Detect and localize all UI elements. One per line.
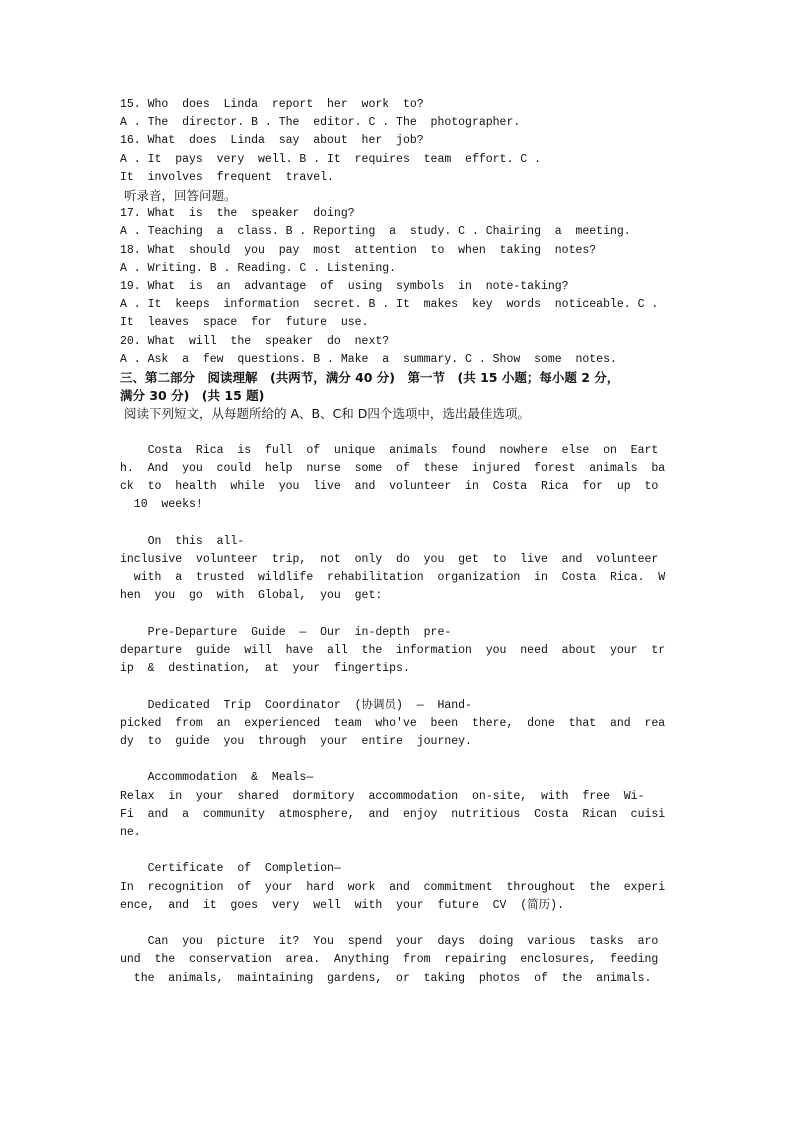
section-heading-cont: 满分 30 分) (共 15 题)	[120, 388, 265, 404]
passage-paragraph-picture	[120, 933, 676, 988]
paragraph-line: the animals, maintaining gardens, or taking photos of the animals.	[120, 971, 652, 985]
question-20: 20. What will the speaker do next?	[120, 334, 390, 348]
paragraph-line: Accommodation & Meals—	[120, 771, 314, 785]
paragraph-line: Relax in your shared dormitory accommodation on-site, with free Wi-	[120, 789, 645, 803]
paragraph-line: Fi and a community atmosphere, and enjoy nutritious Costa Rican cuisi	[120, 807, 666, 821]
paragraph-line: picked from an experienced team who've been there, done that and rea	[120, 716, 666, 730]
paragraph-line: Dedicated Trip Coordinator (协调员) — Hand-	[120, 698, 472, 712]
paragraph-line: Pre-Departure Guide — Our in-depth pre-	[120, 625, 452, 639]
paragraph-line: inclusive volunteer trip, not only do you get to live and volunteer	[120, 553, 659, 567]
paragraph-line: ck to health while you live and volunteer in Costa Rica for up to	[120, 480, 659, 494]
paragraph-line: Can you picture it? You spend your days doing various tasks aro	[120, 935, 659, 949]
paragraph-line: Certificate of Completion—	[120, 862, 341, 876]
passage-paragraph-1	[120, 442, 676, 515]
paragraph-line: dy to guide you through your entire journey.	[120, 735, 472, 749]
question-20-options: A . Ask a few questions. B . Make a summary. C . Show some notes.	[120, 352, 617, 366]
listen-instruction: 听录音，回答问题。	[120, 188, 237, 204]
question-19-options-cont: It leaves space for future use.	[120, 316, 369, 330]
reading-instruction: 阅读下列短文，从每题所给的 A、B、C和 D四个选项中，选出最佳选项。	[120, 406, 530, 422]
paragraph-line: departure guide will have all the information you need about your tr	[120, 644, 666, 658]
question-18: 18. What should you pay most attention to when taking notes?	[120, 243, 597, 257]
question-18-options: A . Writing. B . Reading. C . Listening.	[120, 261, 397, 275]
paragraph-line: ence, and it goes very well with your future CV (简历).	[120, 898, 564, 912]
question-16-options: A . It pays very well. B . It requires team effort. C .	[120, 152, 541, 166]
passage-paragraph-2	[120, 533, 676, 606]
passage-paragraph-certificate	[120, 860, 676, 915]
paragraph-line: und the conservation area. Anything from repairing enclosures, feeding	[120, 953, 659, 967]
question-16: 16. What does Linda say about her job?	[120, 134, 424, 148]
question-16-options-cont: It involves frequent travel.	[120, 170, 334, 184]
question-19-options: A . It keeps information secret. B . It makes key words noticeable. C .	[120, 298, 659, 312]
paragraph-line: h. And you could help nurse some of these injured forest animals ba	[120, 462, 666, 476]
passage-paragraph-pre-departure	[120, 624, 676, 679]
paragraph-line: Costa Rica is full of unique animals found nowhere else on Eart	[120, 443, 659, 457]
paragraph-line: ip & destination, at your fingertips.	[120, 662, 410, 676]
paragraph-line: with a trusted wildlife rehabilitation organization in Costa Rica. W	[120, 571, 666, 585]
listening-questions-17-20	[120, 205, 676, 369]
question-17: 17. What is the speaker doing?	[120, 207, 355, 221]
paragraph-line: On this all-	[120, 534, 245, 548]
passage-paragraph-coordinator	[120, 697, 676, 752]
listening-questions-15-16	[120, 96, 676, 187]
question-17-options: A . Teaching a class. B . Reporting a study. C . Chairing a meeting.	[120, 225, 631, 239]
paragraph-line: In recognition of your hard work and commitment throughout the experi	[120, 880, 666, 894]
section-heading: 三、第二部分 阅读理解 (共两节，满分 40 分) 第一节 (共 15 小题；每小题 2 分，	[120, 370, 620, 386]
paragraph-line: 10 weeks!	[120, 498, 203, 512]
question-15-options: A . The director. B . The editor. C . The photographer.	[120, 116, 521, 130]
paragraph-line: ne.	[120, 826, 141, 840]
passage-paragraph-accommodation	[120, 769, 676, 842]
paragraph-line: hen you go with Global, you get:	[120, 589, 383, 603]
document-page	[120, 96, 676, 988]
question-15: 15. Who does Linda report her work to?	[120, 98, 424, 111]
question-19: 19. What is an advantage of using symbols in note-taking?	[120, 280, 569, 294]
